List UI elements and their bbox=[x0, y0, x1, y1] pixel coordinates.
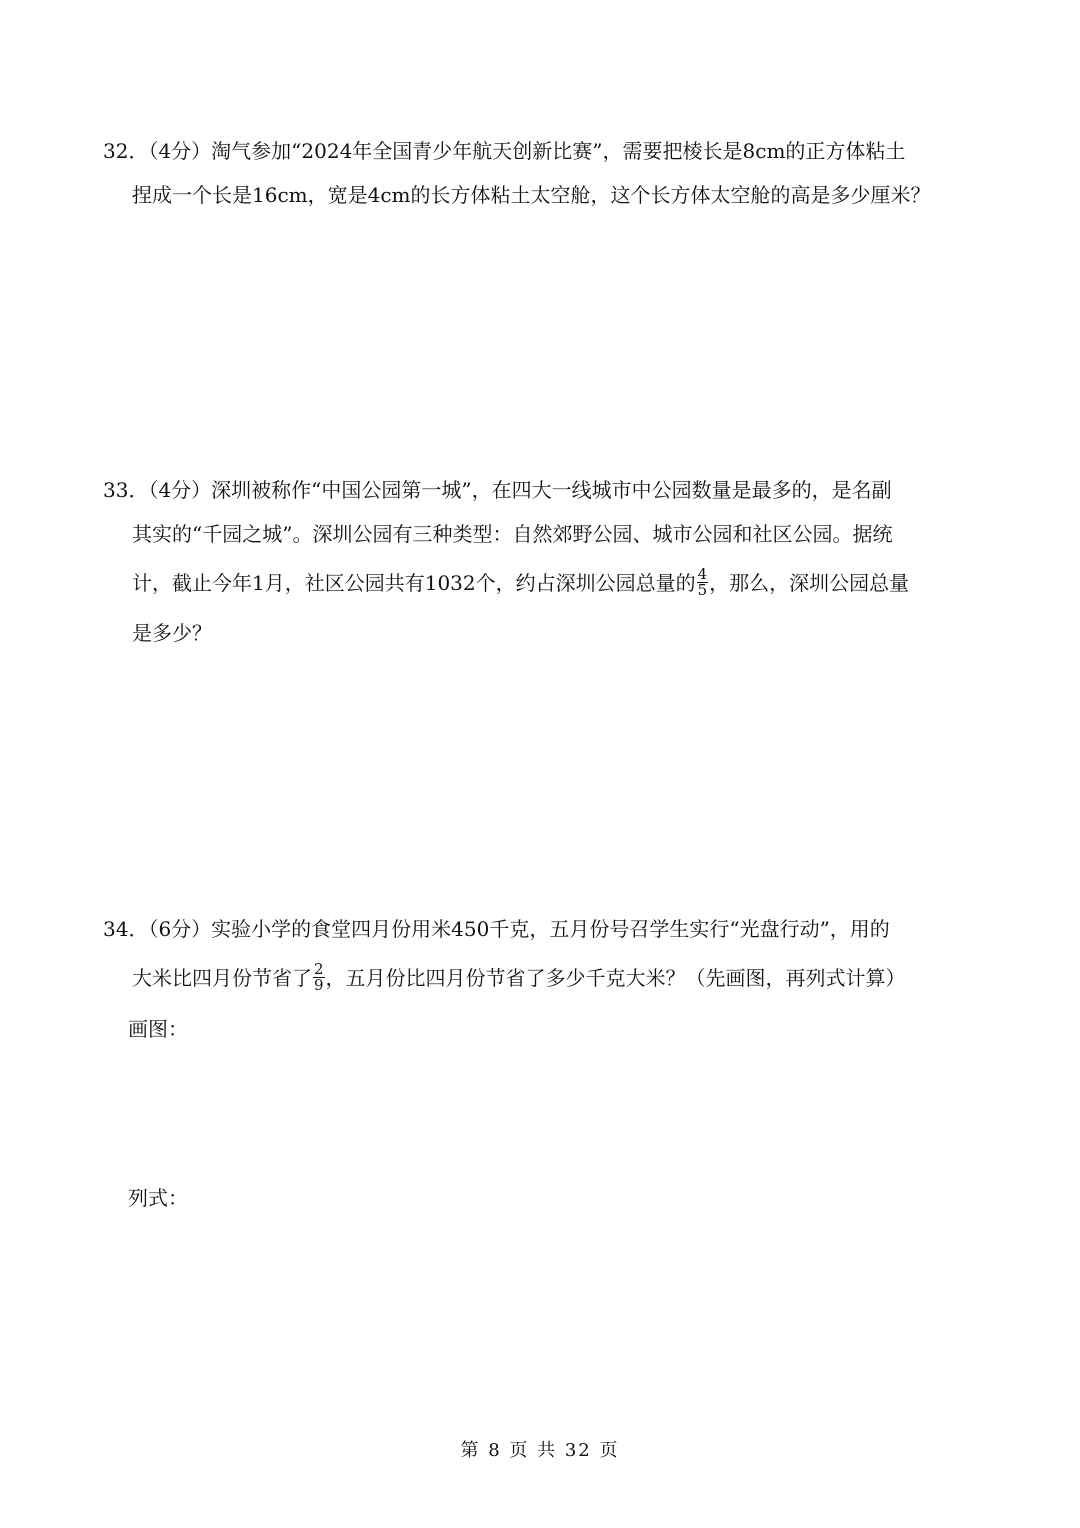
q32-line-2: 捏成一个长是16cm，宽是4cm的长方体粘土太空舱，这个长方体太空舱的高是多少厘米？ bbox=[132, 183, 931, 207]
q33-line-3-before: 计，截止今年1月，社区公园共有1032个，约占深圳公园总量的 bbox=[132, 571, 696, 595]
q33-line-2: 其实的“千园之城”。深圳公园有三种类型：自然郊野公园、城市公园和社区公园。据统 bbox=[132, 522, 893, 546]
q33-fraction-denominator: 5 bbox=[697, 581, 708, 599]
q34-formula-label: 列式： bbox=[128, 1186, 188, 1210]
q34-line-2 bbox=[132, 960, 906, 995]
page-footer: 第 8 页 共 32 页 bbox=[460, 1440, 620, 1461]
q33-line-1: 33．（4分）深圳被称作“中国公园第一城”，在四大一线城市中公园数量是最多的，是名副 bbox=[103, 478, 892, 502]
q34-line-2-before: 大米比四月份节省了 bbox=[132, 966, 312, 990]
q32-line-1: 32．（4分）淘气参加“2024年全国青少年航天创新比赛”，需要把棱长是8cm的正方体粘土 bbox=[103, 139, 906, 163]
q33-fraction bbox=[697, 567, 709, 598]
q33-line-3-after: ，那么，深圳公园总量 bbox=[709, 571, 910, 595]
q33-fraction-numerator: 4 bbox=[697, 565, 708, 583]
q34-fraction-numerator: 2 bbox=[314, 960, 324, 978]
q33-line-3 bbox=[132, 565, 910, 600]
q34-draw-label: 画图： bbox=[128, 1017, 188, 1041]
q34-fraction-denominator: 9 bbox=[314, 976, 324, 994]
q34-line-2-after: ，五月份比四月份节省了多少千克大米？（先画图，再列式计算） bbox=[325, 966, 906, 990]
q34-fraction bbox=[313, 962, 325, 993]
q33-line-4: 是多少？ bbox=[132, 621, 212, 645]
q34-line-1: 34．（6分）实验小学的食堂四月份用米450千克，五月份号召学生实行“光盘行动”，用的 bbox=[103, 917, 890, 941]
